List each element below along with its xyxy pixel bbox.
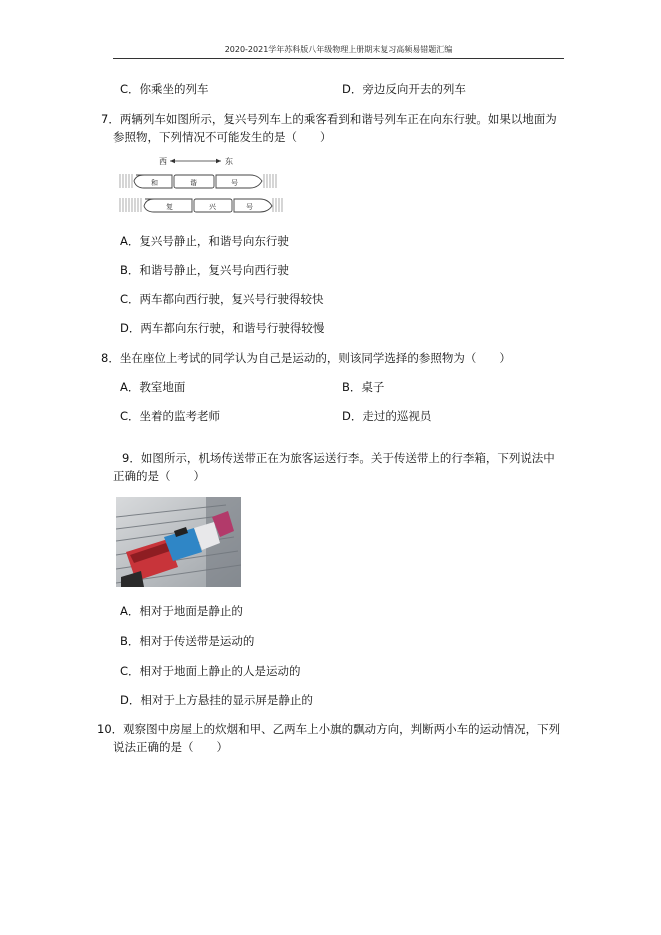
- q7-option-b[interactable]: B．和谐号静止，复兴号向西行驶: [120, 263, 289, 277]
- q6-option-d[interactable]: D．旁边反向开去的列车: [342, 82, 466, 96]
- train-hexie-char1: 和: [151, 179, 158, 187]
- train-fuxing-char1: 复: [166, 203, 173, 211]
- q8-option-c[interactable]: C．坐着的监考老师: [120, 409, 221, 423]
- q7-stem-line2: 参照物，下列情况不可能发生的是（ ）: [113, 130, 332, 144]
- q7-train-figure: [118, 154, 298, 218]
- q10-stem-line2: 说法正确的是（ ）: [113, 740, 228, 754]
- q7-option-c[interactable]: C．两车都向西行驶，复兴号行驶得较快: [120, 292, 324, 306]
- q9-stem-line2: 正确的是（ ）: [113, 469, 205, 483]
- train-fuxing-char3: 号: [246, 203, 253, 211]
- q8-option-d[interactable]: D．走过的巡视员: [342, 409, 432, 423]
- q9-option-b[interactable]: B．相对于传送带是运动的: [120, 634, 255, 648]
- q10-stem-line1: 10．观察图中房屋上的炊烟和甲、乙两车上小旗的飘动方向，判断两小车的运动情况，下列: [97, 722, 561, 736]
- q9-option-a[interactable]: A．相对于地面是静止的: [120, 604, 243, 618]
- q8-stem: 8．坐在座位上考试的同学认为自己是运动的，则该同学选择的参照物为（ ）: [101, 351, 511, 365]
- q9-option-c[interactable]: C．相对于地面上静止的人是运动的: [120, 664, 301, 678]
- q8-option-b[interactable]: B．桌子: [342, 380, 385, 394]
- q9-stem-line1: 9．如图所示，机场传送带正在为旅客运送行李。关于传送带上的行李箱，下列说法中: [122, 451, 555, 465]
- q7-stem-line1: 7．两辆列车如图所示，复兴号列车上的乘客看到和谐号列车正在向东行驶。如果以地面为: [101, 112, 557, 126]
- q6-option-c[interactable]: C．你乘坐的列车: [120, 82, 209, 96]
- q9-luggage-photo: [116, 497, 241, 587]
- q8-option-a[interactable]: A．教室地面: [120, 380, 186, 394]
- q9-option-d[interactable]: D．相对于上方悬挂的显示屏是静止的: [120, 693, 313, 707]
- east-label: 东: [225, 157, 233, 166]
- train-hexie-char3: 号: [231, 179, 238, 187]
- train-hexie-char2: 谐: [190, 179, 197, 187]
- train-fuxing-char2: 兴: [209, 203, 216, 211]
- page-header: 2020-2021学年苏科版八年级物理上册期末复习高频易错题汇编: [113, 44, 564, 59]
- q7-option-d[interactable]: D．两车都向东行驶，和谐号行驶得较慢: [120, 321, 325, 335]
- q7-option-a[interactable]: A．复兴号静止，和谐号向东行驶: [120, 234, 289, 248]
- west-label: 西: [159, 157, 167, 166]
